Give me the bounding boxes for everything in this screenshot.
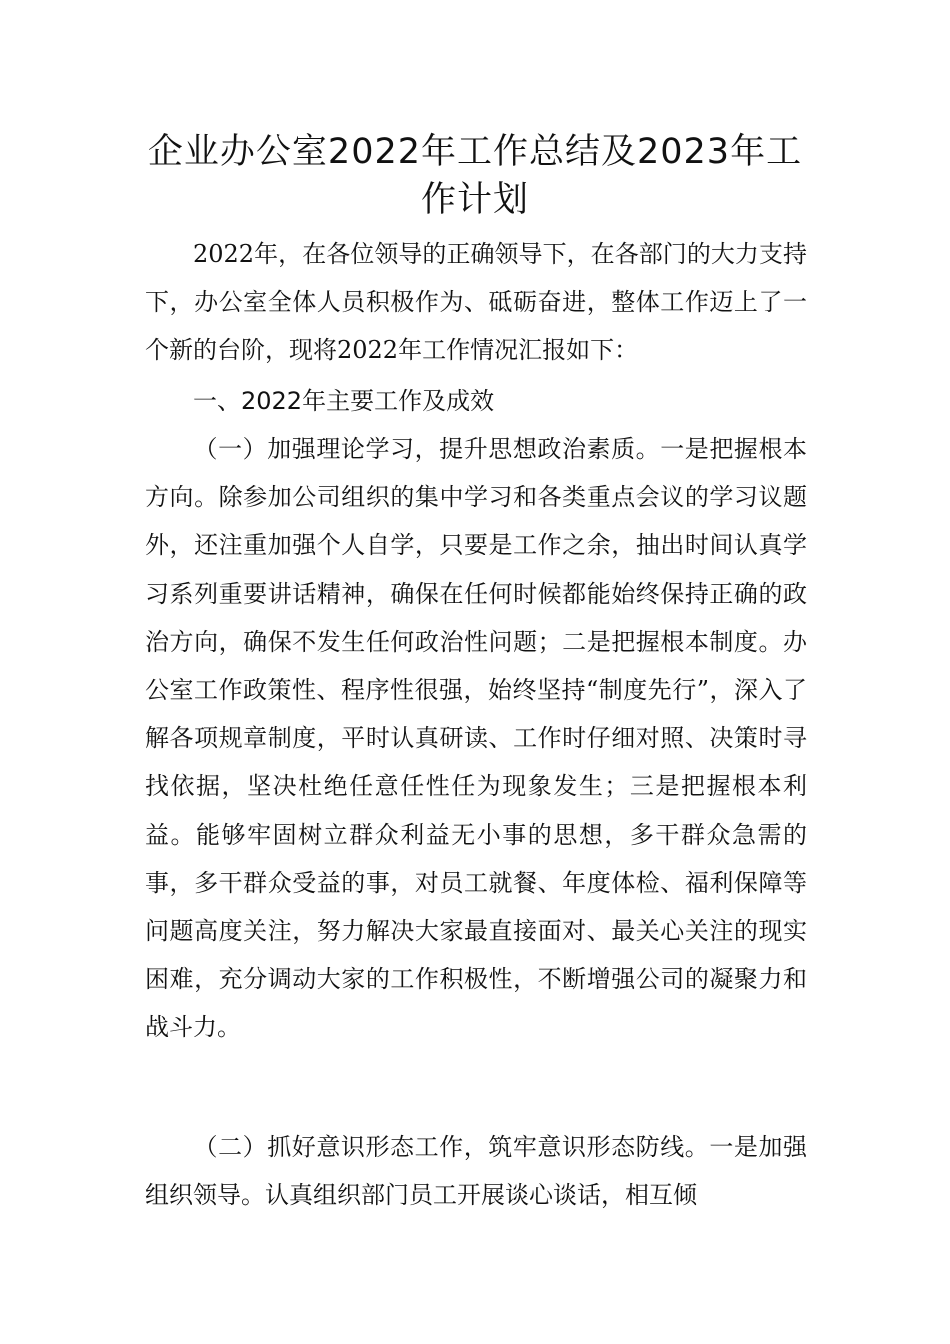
section-heading: 一、2022年主要工作及成效 (193, 387, 495, 415)
paragraph-text: （二）抓好意识形态工作，筑牢意识形态防线。一是加强组织领导。认真组织部门员工开展谈心谈话，相互倾 (145, 1133, 807, 1210)
intro-text: 2022年，在各位领导的正确领导下，在各部门的大力支持下，办公室全体人员积极作为、砥砺奋进，整体工作迈上了一个新的台阶，现将2022年工作情况汇报如下： (145, 240, 807, 365)
body-paragraph (145, 1123, 807, 1219)
intro-paragraph (145, 230, 807, 375)
body-paragraph (145, 425, 807, 1052)
document-title: 企业办公室2022年工作总结及2023年工作计划 (147, 132, 803, 220)
paragraph-text: （一）加强理论学习，提升思想政治素质。一是把握根本方向。除参加公司组织的集中学习和各类重点会议的学习议题外，还注重加强个人自学，只要是工作之余，抽出时间认真学习系列重要讲话精神，确保在任何时候都能始终保持正确的政治方向，确保不发生任何政治性问题；二是把握根本制度。办公室工作政策性、程序性很强，始终坚持“制度先行”，深入了解各项规章制度，平时认真研读、工作时仔细对照、决策时寻找依据，坚决杜绝任意任性任为现象发生；三是把握根本利益。能够牢固树立群众利益无小事的思想，多干群众急需的事，多干群众受益的事，对员工就餐、年度体检、福利保障等问题高度关注，努力解决大家最直接面对、最关心关注的现实困难，充分调动大家的工作积极性，不断增强公司的凝聚力和战斗力。 (145, 435, 807, 1042)
